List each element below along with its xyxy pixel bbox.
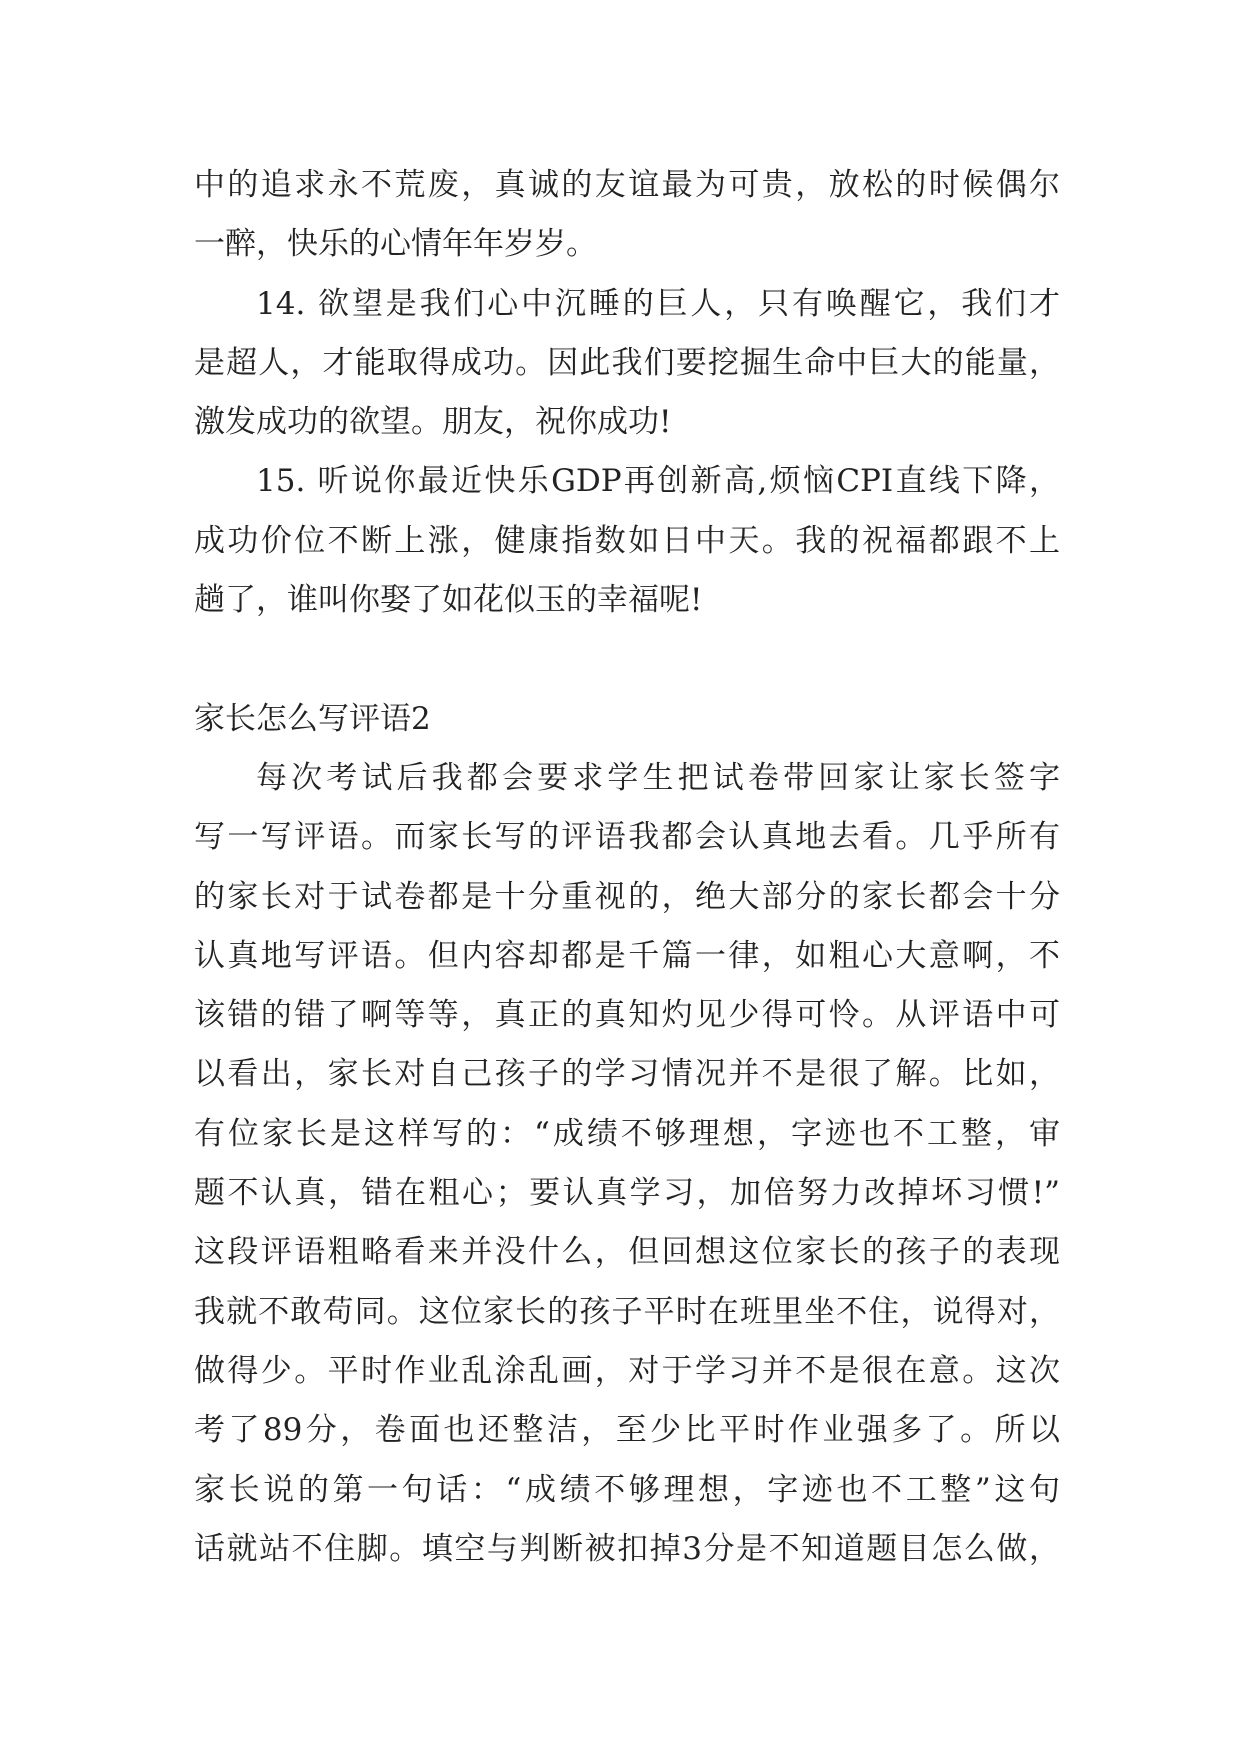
text-line: 做得少。平时作业乱涂乱画，对于学习并不是很在意。这次 xyxy=(194,1352,1060,1389)
text-line: 话就站不住脚。填空与判断被扣掉3分是不知道题目怎么做， xyxy=(194,1530,1060,1567)
text-line: 趟了，谁叫你娶了如花似玉的幸福呢! xyxy=(194,582,703,619)
section-heading xyxy=(194,690,1060,749)
paragraph xyxy=(194,749,1060,1579)
paragraph xyxy=(194,452,1060,630)
text-line: 成功价位不断上涨，健康指数如日中天。我的祝福都跟不上 xyxy=(194,522,1060,559)
paragraph xyxy=(194,275,1060,453)
text-line: 这段评语粗略看来并没什么，但回想这位家长的孩子的表现 xyxy=(194,1234,1060,1271)
text-line: 15. 听说你最近快乐GDP再创新高,烦恼CPI直线下降， xyxy=(256,463,1060,500)
text-line: 14. 欲望是我们心中沉睡的巨人，只有唤醒它，我们才 xyxy=(256,285,1060,322)
text-line: 考了89分，卷面也还整洁，至少比平时作业强多了。所以 xyxy=(194,1412,1060,1449)
text-line: 激发成功的欲望。朋友，祝你成功! xyxy=(194,404,672,441)
text-line: 该错的错了啊等等，真正的真知灼见少得可怜。从评语中可 xyxy=(194,997,1060,1034)
text-line: 中的追求永不荒废，真诚的友谊最为可贵，放松的时候偶尔 xyxy=(194,167,1060,203)
text-line: 一醉，快乐的心情年年岁岁。 xyxy=(194,226,597,263)
text-line: 的家长对于试卷都是十分重视的，绝大部分的家长都会十分 xyxy=(194,878,1060,915)
paragraph xyxy=(194,156,1060,275)
blank-line xyxy=(194,630,1060,689)
document-body xyxy=(194,156,1060,1579)
text-line: 家长说的第一句话：“成绩不够理想，字迹也不工整”这句 xyxy=(194,1471,1060,1508)
text-line: 认真地写评语。但内容却都是千篇一律，如粗心大意啊，不 xyxy=(194,937,1060,974)
heading-text: 家长怎么写评语2 xyxy=(194,700,431,737)
text-line: 是超人，才能取得成功。因此我们要挖掘生命中巨大的能量， xyxy=(194,344,1060,381)
text-line: 写一写评语。而家长写的评语我都会认真地去看。几乎所有 xyxy=(194,819,1060,856)
text-line: 以看出，家长对自己孩子的学习情况并不是很了解。比如， xyxy=(194,1056,1060,1093)
text-line: 每次考试后我都会要求学生把试卷带回家让家长签字 xyxy=(256,759,1060,796)
text-line: 有位家长是这样写的：“成绩不够理想，字迹也不工整，审 xyxy=(194,1115,1060,1152)
text-line: 题不认真，错在粗心；要认真学习，加倍努力改掉坏习惯!” xyxy=(194,1175,1060,1212)
text-line: 我就不敢苟同。这位家长的孩子平时在班里坐不住，说得对， xyxy=(194,1293,1060,1330)
